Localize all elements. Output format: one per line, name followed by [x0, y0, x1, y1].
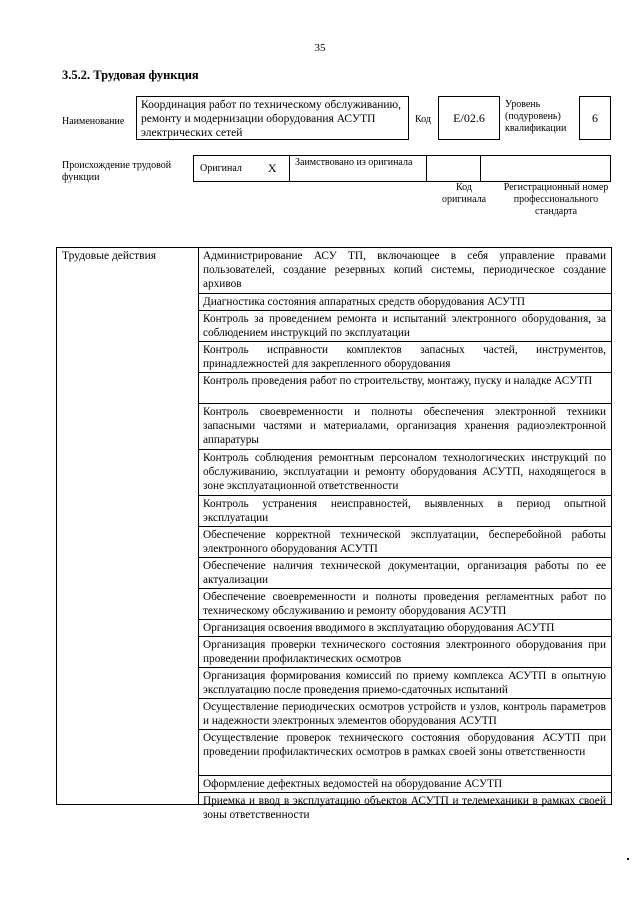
labor-action-item: Организация освоения вводимого в эксплуатацию оборудования АСУТП	[199, 620, 611, 637]
labor-action-item: Контроль за проведением ремонта и испытаний электронного оборудования, за соблюдением инструкций по эксплуатации	[199, 311, 611, 342]
labor-action-item: Обеспечение корректной технической эксплуатации, бесперебойной работы электронного оборудования АСУТП	[199, 527, 611, 558]
level-label: Уровень (подуровень) квалификации	[505, 99, 567, 134]
labor-action-item: Администрирование АСУ ТП, включающее в себя управление правами пользователей, создание резервных копий системы, периодическое создание архивов	[199, 248, 611, 294]
registration-number-cell	[480, 155, 611, 182]
function-code-box: E/02.6	[438, 96, 500, 140]
function-name-box: Координация работ по техническому обслуживанию, ремонту и модернизации оборудования АСУТП электрических сетей	[136, 96, 409, 140]
labor-actions-table	[56, 247, 612, 821]
name-label: Наименование	[62, 116, 125, 127]
scan-mark	[627, 858, 629, 860]
level-value-box: 6	[579, 96, 611, 140]
labor-action-item: Диагностика состояния аппаратных средств оборудования АСУТП	[199, 294, 611, 311]
labor-action-item: Обеспечение своевременности и полноты проведения регламентных работ по техническому обслуживанию и ремонту оборудования АСУТП	[199, 589, 611, 620]
origin-row	[193, 155, 611, 182]
labor-action-item: Осуществление периодических осмотров устройств и узлов, контроль параметров и надежности электронных элементов оборудования АСУТП	[199, 699, 611, 730]
page-number: 35	[314, 42, 326, 54]
labor-action-item: Обеспечение наличия технической документации, организация работы по ее актуализации	[199, 558, 611, 589]
code-label: Код	[415, 114, 431, 125]
labor-action-item: Контроль проведения работ по строительству, монтажу, пуску и наладке АСУТП	[199, 373, 611, 404]
original-label: Оригинал	[200, 163, 242, 174]
labor-action-item: Осуществление проверок технического состояния оборудования АСУТП при проведении профилактических осмотров в рамках своей зоны ответственности	[199, 730, 611, 776]
registration-number-caption: Регистрационный номер профессионального стандарта	[503, 182, 609, 217]
labor-action-item: Контроль устранения неисправностей, выявленных в период опытной эксплуатации	[199, 496, 611, 527]
labor-action-item: Приемка и ввод в эксплуатацию объектов АСУТП и телемеханики в рамках своей зоны ответственности	[203, 795, 606, 821]
original-mark: X	[267, 161, 277, 175]
borrowed-cell: Заимствовано из оригинала	[289, 155, 427, 182]
original-code-cell	[426, 155, 481, 182]
labor-actions-label: Трудовые действия	[57, 248, 199, 804]
labor-action-item: Контроль своевременности и полноты обеспечения электронной техники запасными частями и материалами, организация хранения радиоэлектронной аппаратуры	[199, 404, 611, 450]
labor-action-item: Оформление дефектных ведомостей на оборудование АСУТП	[199, 776, 611, 793]
labor-actions-list	[199, 248, 611, 824]
original-cell	[193, 155, 290, 182]
original-code-caption: Код оригинала	[441, 182, 487, 205]
labor-action-item: Контроль соблюдения ремонтным персоналом технологических инструкций по обслуживанию, эксплуатации и ремонту оборудования АСУТП, находящегося в зоне эксплуатационной ответственности	[199, 450, 611, 496]
labor-action-item: Организация формирования комиссий по приему комплекса АСУТП в опытную эксплуатацию после проведения приемо-сдаточных испытаний	[199, 668, 611, 699]
labor-action-item: Контроль исправности комплектов запасных частей, инструментов, принадлежностей для закрепленного оборудования	[199, 342, 611, 373]
origin-label: Происхождение трудовой функции	[62, 160, 172, 183]
labor-action-item: Организация проверки технического состояния электронного оборудования при проведении профилактических осмотров	[199, 637, 611, 668]
section-title: 3.5.2. Трудовая функция	[62, 68, 199, 82]
